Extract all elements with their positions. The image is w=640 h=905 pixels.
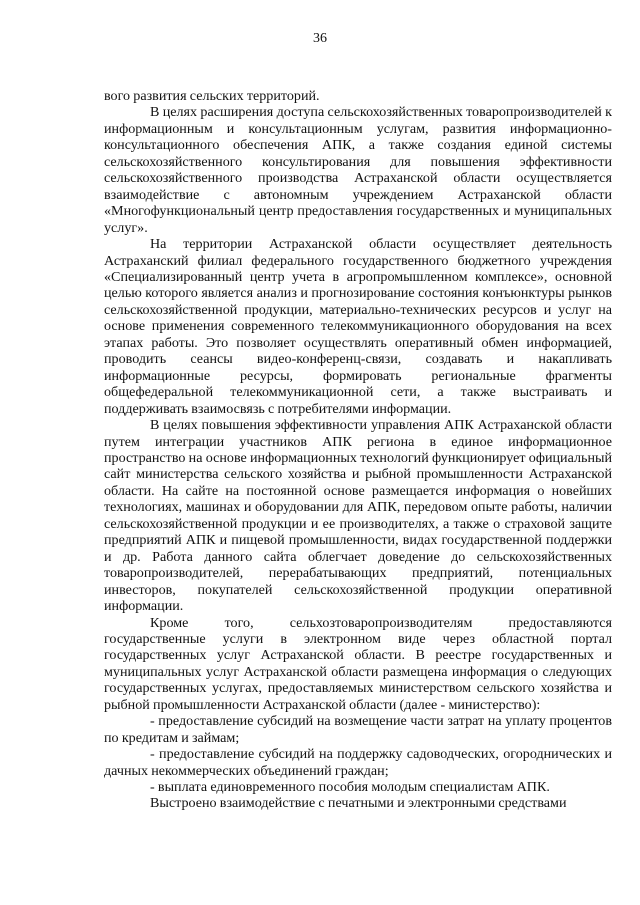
page-number: 36 bbox=[313, 31, 327, 46]
list-item-young-specialists-allowance: - выплата единовременного пособия молодым специалистам АПК. bbox=[150, 779, 550, 796]
paragraph-media-interaction: Выстроено взаимодействие с печатными и электронными средствами bbox=[150, 795, 567, 812]
paragraph-accounting-center: На территории Астраханской области осуществляет деятельность Астраханский филиал федерального государственного бюджетного учреждения «Специализированный центр учета в агропромышленном комплексе», основной целью которого является анализ и прогнозирование состояния конъюнктуры рынков сельскохозяйственной продукции, материально-технических ресурсов и услуг на основе применения современного телекоммуникационного оборудования на всех этапах работы. Это позволяет осуществлять оперативный обмен информацией, проводить сеансы видео-конференц-связи, создавать и накапливать информационные ресурсы, формировать региональные фрагменты общефедеральной телекоммуникационной сети, а также выстраивать и поддерживать взаимосвязь с потребителями информации. bbox=[104, 236, 612, 417]
document-body bbox=[104, 88, 612, 812]
paragraph-official-website: В целях повышения эффективности управления АПК Астраханской области путем интеграции участников АПК региона в единое информационное пространство на основе информационных технологий функционирует официальный сайт министерства сельского хозяйства и рыбной промышленности Астраханской области. На сайте на постоянной основе размещается информация о новейших технологиях, машинах и оборудовании для АПК, передовом опыте работы, наличии сельскохозяйственной продукции и ее производителях, а также о страховой защите предприятий АПК и пищевой промышленности, видах государственной поддержки и др. Работа данного сайта облегчает доведение до сельскохозяйственных товаропроизводителей, перерабатывающих предприятий, потенциальных инвесторов, покупателей сельскохозяйственной продукции оперативной информации. bbox=[104, 417, 612, 615]
paragraph-electronic-services: Кроме того, сельхозтоваропроизводителям предоставляются государственные услуги в электронном виде через областной портал государственных услуг Астраханской области. В реестре государственных и муниципальных услуг Астраханской области размещена информация о следующих государственных услугах, предоставляемых министерством сельского хозяйства и рыбной промышленности Астраханской области (далее - министерство): bbox=[104, 614, 612, 713]
list-item-gardening-subsidies: - предоставление субсидий на поддержку садоводческих, огороднических и дачных некоммерческих объединений граждан; bbox=[104, 746, 612, 779]
paragraph-consulting-services: В целях расширения доступа сельскохозяйственных товаропроизводителей к информационным и консультационным услугам, развития информационно-консультационного обеспечения АПК, а также создания единой системы сельскохозяйственного консультирования для повышения эффективности сельскохозяйственного производства Астраханской области осуществляется взаимодействие с автономным учреждением Астраханской области «Многофункциональный центр предоставления государственных и муниципальных услуг». bbox=[104, 104, 612, 236]
list-item-interest-subsidies: - предоставление субсидий на возмещение части затрат на уплату процентов по кредитам и займам; bbox=[104, 713, 612, 746]
paragraph-continuation: вого развития сельских территорий. bbox=[104, 88, 320, 104]
